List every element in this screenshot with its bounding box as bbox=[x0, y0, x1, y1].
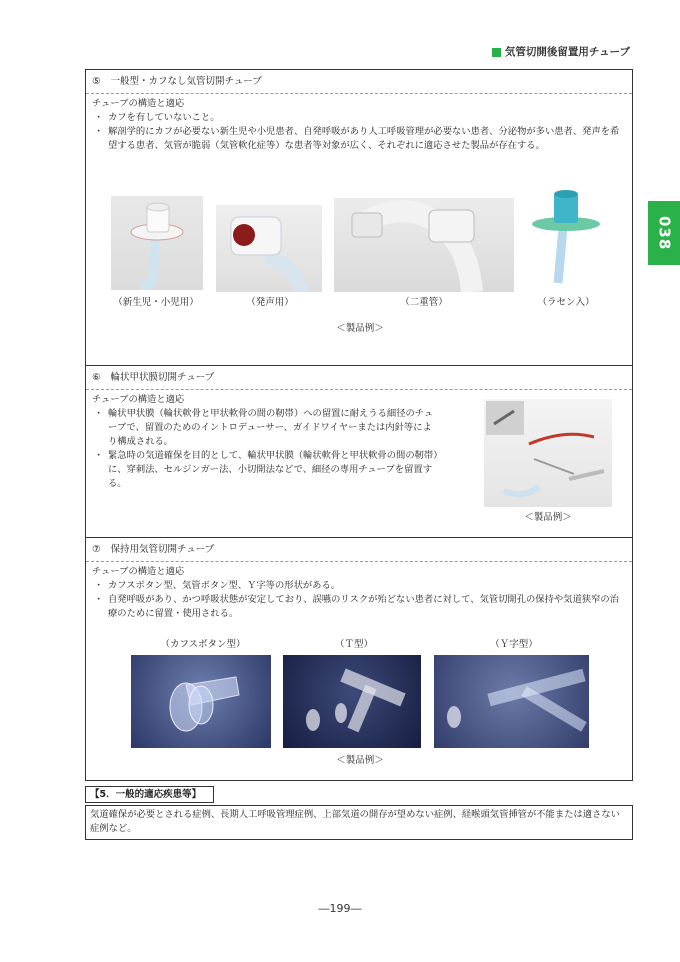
photo-t-type bbox=[283, 655, 421, 748]
caption-double: （二重管） bbox=[400, 297, 448, 308]
photo-cuff-button bbox=[131, 655, 271, 748]
caption-neonatal: （新生児・小児用） bbox=[113, 297, 199, 308]
bullet-list bbox=[86, 579, 632, 621]
diseases-body: 気道確保が必要とされる症例、長期人工呼吸管理症例、上部気道の開存が望めない症例、経喉頭気管挿管が不能または適さない症例など。 bbox=[85, 805, 633, 840]
double-tube-illustration bbox=[334, 198, 514, 292]
t-type-illustration bbox=[283, 655, 421, 748]
side-tab-label: 038 bbox=[655, 215, 674, 251]
side-tab bbox=[648, 201, 680, 265]
product-example-label: ＜製品例＞ bbox=[336, 323, 384, 334]
section-retention-tube bbox=[86, 538, 632, 782]
cuff-button-illustration bbox=[131, 655, 271, 748]
photo-double-tube bbox=[334, 198, 514, 292]
speaking-tube-illustration bbox=[216, 205, 322, 292]
bullet-list bbox=[86, 407, 446, 491]
diseases-title: 【5．一般的適応疾患等】 bbox=[85, 786, 214, 803]
bullet-list bbox=[86, 111, 632, 153]
section-title bbox=[86, 70, 632, 94]
y-type-illustration bbox=[434, 655, 589, 748]
bullet-item: ・ 自発呼吸があり、かつ呼吸状態が安定しており、誤嚥のリスクが殆どない患者に対して、気管切開孔の保持や気道狭窄の治療のために留置・使用される。 bbox=[98, 593, 624, 621]
neonatal-tube-illustration bbox=[111, 196, 203, 290]
bullet-item: ・ カフスボタン型、気管ボタン型、Ｙ字等の形状がある。 bbox=[98, 579, 624, 593]
section-title bbox=[86, 366, 632, 390]
caption-cuff-button: （カフスボタン型） bbox=[160, 639, 246, 650]
section-title-text: 輪状甲状膜切開チューブ bbox=[110, 372, 215, 383]
section-number: ⑤ bbox=[92, 76, 101, 87]
section-number: ⑥ bbox=[92, 372, 101, 383]
section-title-text: 一般型・カフなし気管切開チューブ bbox=[110, 76, 262, 87]
product-example-label: ＜製品例＞ bbox=[524, 512, 572, 523]
product-example-label: ＜製品例＞ bbox=[336, 755, 384, 766]
caption-y-type: （Ｙ字型） bbox=[490, 639, 538, 650]
caption-t-type: （Ｔ型） bbox=[334, 639, 373, 650]
photo-neonatal-tube bbox=[111, 196, 203, 290]
page-number: ―199― bbox=[318, 902, 362, 915]
photo-y-type bbox=[434, 655, 589, 748]
section-title-text: 保持用気管切開チューブ bbox=[110, 544, 215, 555]
section-cricothyroid-tube bbox=[86, 366, 632, 537]
section-number: ⑦ bbox=[92, 544, 101, 555]
spiral-tube-illustration bbox=[526, 188, 606, 292]
content-frame bbox=[85, 69, 633, 781]
photo-speaking-tube bbox=[216, 205, 322, 292]
page-header bbox=[492, 45, 630, 61]
subheading: チューブの構造と適応 bbox=[92, 566, 185, 577]
caption-speaking: （発声用） bbox=[246, 297, 294, 308]
subheading: チューブの構造と適応 bbox=[92, 98, 185, 109]
green-square-icon bbox=[492, 48, 501, 57]
subheading: チューブの構造と適応 bbox=[92, 394, 185, 405]
photo-spiral-tube bbox=[526, 188, 606, 292]
caption-spiral: （ラセン入） bbox=[537, 297, 595, 308]
bullet-item: ・ 緊急時の気道確保を目的として、輪状甲状膜（輪状軟骨と甲状軟骨の間の靭帯）に、穿刺法、セルジンガー法、小切開法などで、細径の専用チューブを留置する。 bbox=[98, 449, 438, 491]
bullet-item: ・ 輪状甲状膜（輪状軟骨と甲状軟骨の間の靭帯）への留置に耐えうる細径のチューブで、留置のためのイントロデューサー、ガイドワイヤーまたは内針等により構成される。 bbox=[98, 407, 438, 449]
bullet-item: ・ カフを有していないこと。 bbox=[98, 111, 624, 125]
section-title bbox=[86, 538, 632, 562]
cricothyroid-kit-illustration bbox=[484, 399, 612, 507]
section-uncuffed-tube bbox=[86, 70, 632, 366]
photo-cricothyroid-kit bbox=[484, 399, 612, 507]
header-title: 気管切開後留置用チューブ bbox=[504, 46, 630, 58]
bullet-item: ・ 解剖学的にカフが必要ない新生児や小児患者、自発呼吸があり人工呼吸管理が必要ない患者、分泌物が多い患者、発声を希望する患者、気管が脆弱（気管軟化症等）な患者等対象が広く、それぞれに適応させた製品が存在する。 bbox=[98, 125, 624, 153]
